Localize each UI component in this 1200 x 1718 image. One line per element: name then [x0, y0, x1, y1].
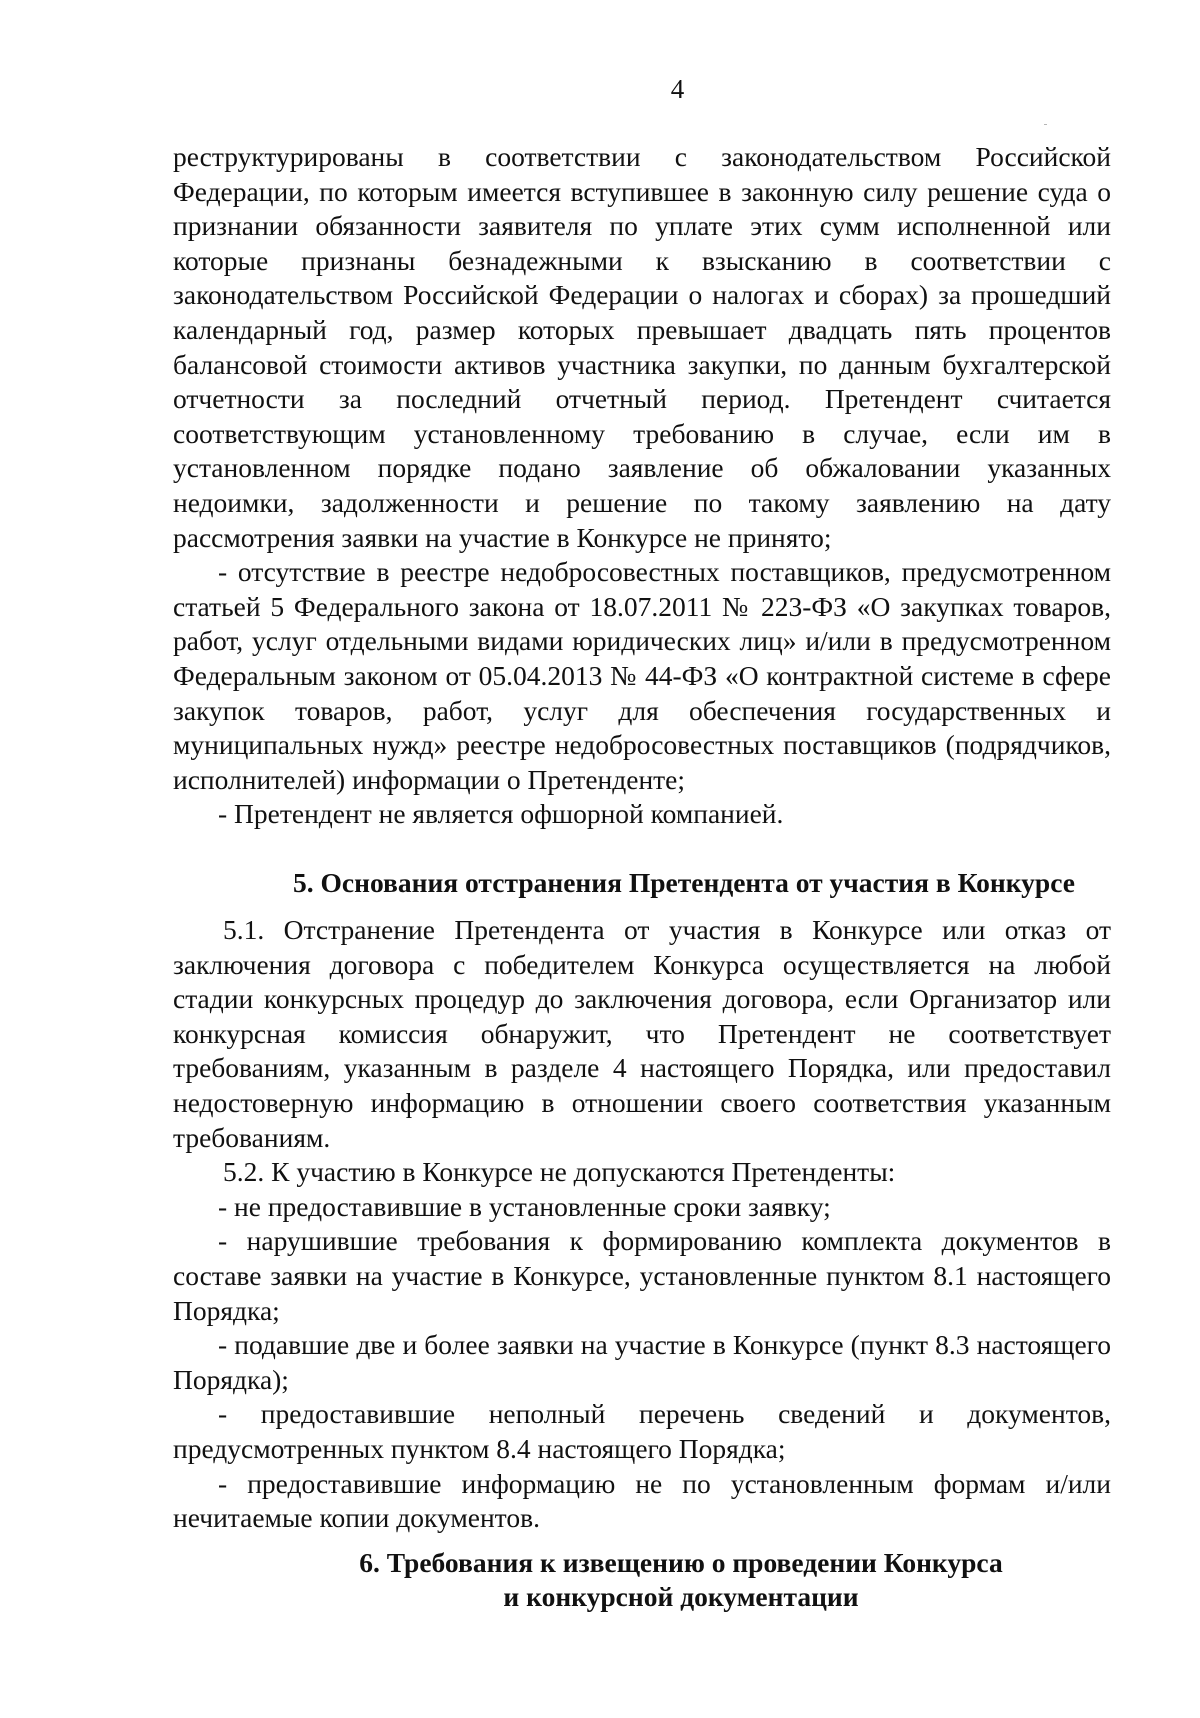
section-6-heading-line-2: и конкурсной документации: [503, 1581, 859, 1612]
clause-5-1: 5.1. Отстранение Претендента от участия в Конкурсе или отказ от заключения договора с победителем Конкурса осуществляется на любой стадии конкурсных процедур до заключения договора, если Организатор или конкурсная комиссия обнаружит, что Претендент не соответствует требованиям, указанным в разделе 4 настоящего Порядка, или предоставил недостоверную информацию в отношении своего соответствия указанным требованиям.: [173, 914, 1111, 1153]
page-number: 4: [670, 74, 685, 104]
list-item-wrong-forms: - предоставившие информацию не по установленным формам и/или нечитаемые копии документов.: [173, 1467, 1111, 1534]
section-5-heading: 5. Основания отстранения Претендента от участия в Конкурсе: [293, 867, 1075, 898]
section-5-body: [173, 913, 1111, 1536]
list-item-document-set: - нарушившие требования к формированию комплекта документов в составе заявки на участие в Конкурсе, установленные пунктом 8.1 настоящего Порядка;: [173, 1225, 1111, 1326]
list-item-no-application: - не предоставившие в установленные сроки заявку;: [218, 1190, 831, 1222]
list-item-incomplete-info: - предоставившие неполный перечень сведений и документов, предусмотренных пунктом 8.4 настоящего Порядка;: [173, 1398, 1111, 1464]
requirements-continuation: [173, 140, 1111, 832]
section-6-heading-line-1: 6. Требования к извещению о проведении Конкурса: [359, 1547, 1003, 1578]
clause-5-2: 5.2. К участию в Конкурсе не допускаются Претенденты:: [223, 1156, 896, 1188]
list-item-offshore: - Претендент не является офшорной компанией.: [218, 798, 784, 830]
list-item-multiple-applications: - подавшие две и более заявки на участие в Конкурсе (пункт 8.3 настоящего Порядка);: [173, 1329, 1111, 1395]
section-6-heading: [212, 1546, 1150, 1614]
scan-speck: [1044, 124, 1047, 125]
list-item-registry-absence: - отсутствие в реестре недобросовестных поставщиков, предусмотренном статьей 5 Федерального закона от 18.07.2011 № 223-ФЗ «О закупках товаров, работ, услуг отдельными видами юридических лиц» и/или в предусмотренном Федеральным законом от 05.04.2013 № 44-ФЗ «О контрактной системе в сфере закупок товаров, работ, услуг для обеспечения государственных и муниципальных нужд» реестре недобросовестных поставщиков (подрядчиков, исполнителей) информации о Претенденте;: [173, 556, 1111, 795]
paragraph-tax-arrears: реструктурированы в соответствии с законодательством Российской Федерации, по которым имеется вступившее в законную силу решение суда о признании обязанности заявителя по уплате этих сумм исполненной или которые признаны безнадежными к взысканию в соответствии с законодательством Российской Федерации о налогах и сборах) за прошедший календарный год, размер которых превышает двадцать пять процентов балансовой стоимости активов участника закупки, по данным бухгалтерской отчетности за последний отчетный период. Претендент считается соответствующим установленному требованию в случае, если им в установленном порядке подано заявление об обжаловании указанных недоимки, задолженности и решение по такому заявлению на дату рассмотрения заявки на участие в Конкурсе не принято;: [173, 141, 1111, 553]
